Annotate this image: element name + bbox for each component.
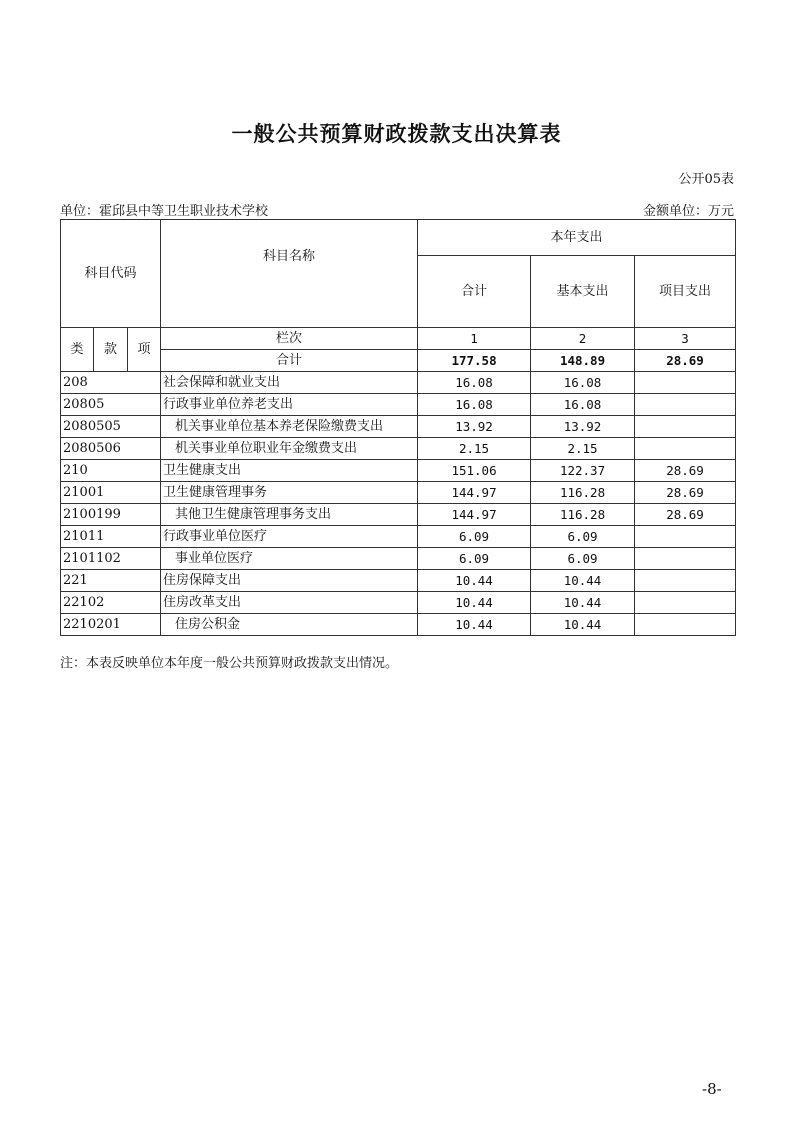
- table-row: [61, 416, 736, 438]
- table-row: [61, 482, 736, 504]
- row-name: 行政事业单位养老支出: [161, 394, 418, 416]
- row-project: 28.69: [635, 460, 736, 482]
- column-no-label: 栏次: [161, 328, 418, 350]
- row-basic: 10.44: [531, 614, 635, 636]
- row-name: 机关事业单位基本养老保险缴费支出: [161, 416, 418, 438]
- table-note: 注：本表反映单位本年度一般公共预算财政拨款支出情况。: [60, 656, 399, 671]
- header-year-expense: 本年支出: [418, 220, 736, 256]
- row-basic: 10.44: [531, 570, 635, 592]
- row-project: [635, 548, 736, 570]
- row-code: 210: [61, 460, 161, 482]
- money-unit-label: 金额单位：万元: [642, 204, 734, 219]
- row-basic: 6.09: [531, 548, 635, 570]
- row-name: 卫生健康支出: [161, 460, 418, 482]
- header-code: 科目代码: [61, 220, 161, 328]
- table-row: [61, 614, 736, 636]
- table-row: [61, 570, 736, 592]
- total-row-basic: 148.89: [531, 350, 635, 372]
- row-name: 卫生健康管理事务: [161, 482, 418, 504]
- table-row: [61, 504, 736, 526]
- total-row-total: 177.58: [418, 350, 531, 372]
- row-name: 住房公积金: [161, 614, 418, 636]
- header-lei: 类: [61, 328, 94, 372]
- row-total: 144.97: [418, 482, 531, 504]
- row-total: 144.97: [418, 504, 531, 526]
- header-basic: 基本支出: [531, 256, 635, 328]
- row-code: 2080505: [61, 416, 161, 438]
- row-total: 16.08: [418, 394, 531, 416]
- row-total: 6.09: [418, 526, 531, 548]
- row-name: 其他卫生健康管理事务支出: [161, 504, 418, 526]
- column-no-1: 1: [418, 328, 531, 350]
- page-number: -8-: [702, 1080, 722, 1098]
- header-name: 科目名称: [161, 220, 418, 328]
- row-code: 2080506: [61, 438, 161, 460]
- row-name: 住房改革支出: [161, 592, 418, 614]
- row-code: 22102: [61, 592, 161, 614]
- row-name: 事业单位医疗: [161, 548, 418, 570]
- row-basic: 13.92: [531, 416, 635, 438]
- row-basic: 116.28: [531, 482, 635, 504]
- unit-label: 单位：霍邱县中等卫生职业技术学校: [60, 204, 269, 219]
- page-title: 一般公共预算财政拨款支出决算表: [231, 121, 562, 146]
- row-project: 28.69: [635, 482, 736, 504]
- table-row: [61, 592, 736, 614]
- row-total: 10.44: [418, 570, 531, 592]
- row-code: 2100199: [61, 504, 161, 526]
- row-total: 6.09: [418, 548, 531, 570]
- row-project: [635, 372, 736, 394]
- row-project: [635, 614, 736, 636]
- row-project: [635, 526, 736, 548]
- row-project: [635, 592, 736, 614]
- total-row-label: 合计: [161, 350, 418, 372]
- row-basic: 122.37: [531, 460, 635, 482]
- column-no-3: 3: [635, 328, 736, 350]
- row-basic: 16.08: [531, 372, 635, 394]
- row-project: 28.69: [635, 504, 736, 526]
- header-total: 合计: [418, 256, 531, 328]
- row-code: 21011: [61, 526, 161, 548]
- row-code: 221: [61, 570, 161, 592]
- row-basic: 6.09: [531, 526, 635, 548]
- row-total: 13.92: [418, 416, 531, 438]
- row-project: [635, 438, 736, 460]
- column-no-2: 2: [531, 328, 635, 350]
- form-number: 公开05表: [678, 172, 734, 187]
- row-code: 2101102: [61, 548, 161, 570]
- header-project: 项目支出: [635, 256, 736, 328]
- row-total: 10.44: [418, 614, 531, 636]
- header-kuan: 款: [94, 328, 128, 372]
- row-total: 16.08: [418, 372, 531, 394]
- row-code: 20805: [61, 394, 161, 416]
- row-basic: 116.28: [531, 504, 635, 526]
- table-row: [61, 526, 736, 548]
- row-total: 2.15: [418, 438, 531, 460]
- expense-table: [60, 219, 736, 636]
- header-xiang: 项: [128, 328, 161, 372]
- row-project: [635, 416, 736, 438]
- row-basic: 16.08: [531, 394, 635, 416]
- row-total: 10.44: [418, 592, 531, 614]
- table-row: [61, 548, 736, 570]
- row-name: 住房保障支出: [161, 570, 418, 592]
- row-total: 151.06: [418, 460, 531, 482]
- row-code: 2210201: [61, 614, 161, 636]
- row-project: [635, 394, 736, 416]
- table-row: [61, 372, 736, 394]
- row-basic: 2.15: [531, 438, 635, 460]
- row-code: 21001: [61, 482, 161, 504]
- row-code: 208: [61, 372, 161, 394]
- row-name: 行政事业单位医疗: [161, 526, 418, 548]
- row-basic: 10.44: [531, 592, 635, 614]
- row-name: 机关事业单位职业年金缴费支出: [161, 438, 418, 460]
- table-row: [61, 460, 736, 482]
- row-name: 社会保障和就业支出: [161, 372, 418, 394]
- row-project: [635, 570, 736, 592]
- total-row-project: 28.69: [635, 350, 736, 372]
- table-row: [61, 438, 736, 460]
- table-row: [61, 394, 736, 416]
